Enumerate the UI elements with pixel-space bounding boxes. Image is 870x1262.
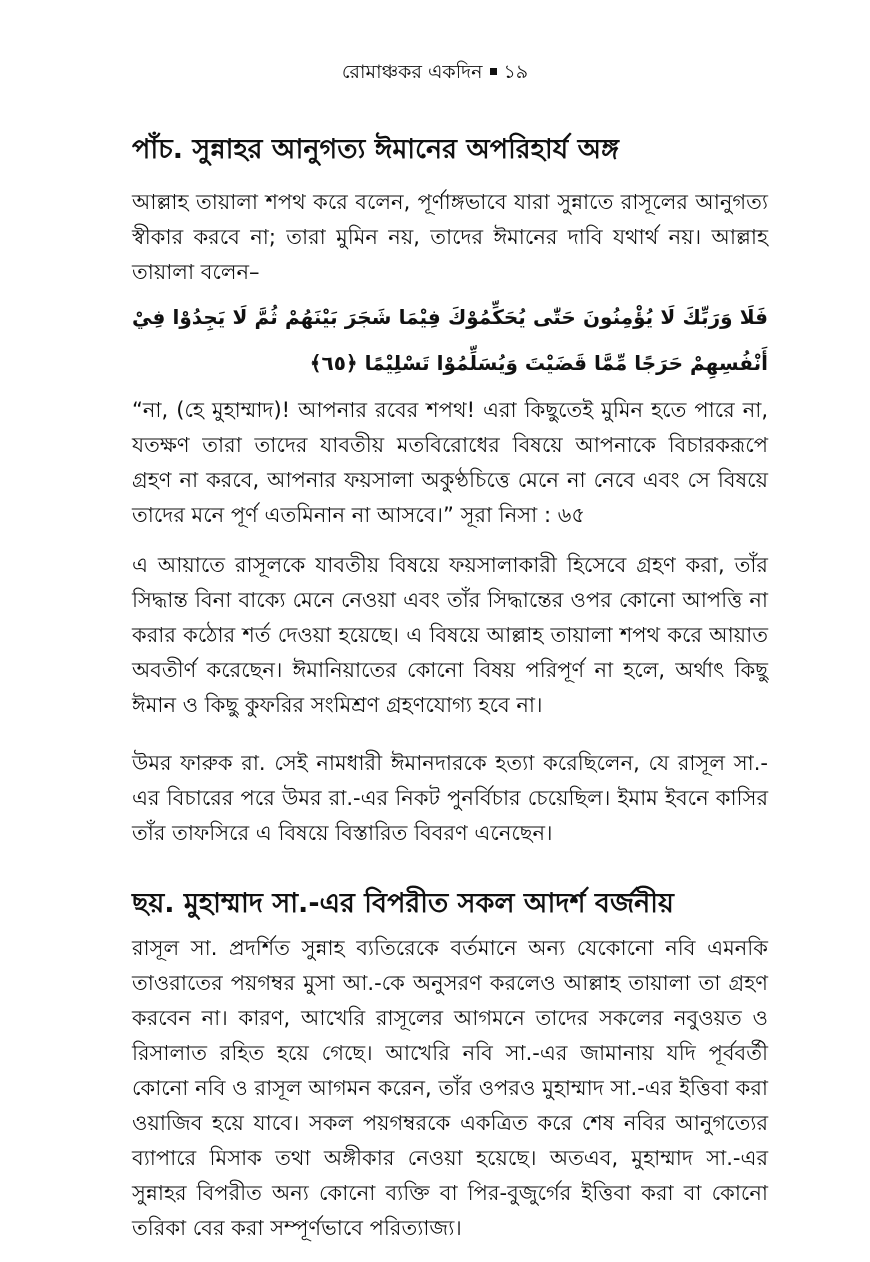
intro-paragraph: আল্লাহ তায়ালা শপথ করে বলেন, পূর্ণাঙ্গভাবে যারা সুন্নাতে রাসূলের আনুগত্য স্বীকার করবে না; তারা মুমিন নয়, তাদের ঈমানের দাবি যথার্থ নয়। আল্লাহ তায়ালা বলেন– <box>132 190 768 284</box>
section-heading-5: পাঁচ. সুন্নাহর আনুগত্য ঈমানের অপরিহার্য অঙ্গ <box>132 134 619 165</box>
verse-translation: “না, (হে মুহাম্মাদ)! আপনার রবের শপথ! এরা কিছুতেই মুমিন হতে পারে না, যতক্ষণ তারা তাদের যাবতীয় মতবিরোধের বিষয়ে আপনাকে বিচারকরূপে গ্রহণ না করবে, আপনার ফয়সালা অকুণ্ঠচিত্তে মেনে না নেবে এবং সে বিষয়ে তাদের মনে পূর্ণ এতমিনান না আসবে।” সূরা নিসা : ৬৫ <box>132 398 768 527</box>
section-heading-6: ছয়. মুহাম্মাদ সা.-এর বিপরীত সকল আদর্শ বর্জনীয় <box>132 888 674 919</box>
umar-paragraph: উমর ফারুক রা. সেই নামধারী ঈমানদারকে হত্যা করেছিলেন, যে রাসূল সা.-এর বিচারের পরে উমর রা.-এর নিকট পুনর্বিচার চেয়েছিল। ইমাম ইবনে কাসির তাঁর তাফসিরে এ বিষয়ে বিস্তারিত বিবরণ এনেছেন। <box>132 751 768 845</box>
separator-square-icon <box>490 68 497 75</box>
section6-paragraph: রাসূল সা. প্রদর্শিত সুন্নাহ ব্যতিরেকে বর্তমানে অন্য যেকোনো নবি এমনকি তাওরাতের পয়গম্বর মুসা আ.-কে অনুসরণ করলেও আল্লাহ তায়ালা তা গ্রহণ করবেন না। কারণ, আখেরি রাসূলের আগমনে তাদের সকলের নবুওয়ত ও রিসালাত রহিত হয়ে গেছে। আখেরি নবি সা.-এর জামানায় যদি পূর্ববর্তী কোনো নবি ও রাসূল আগমন করেন, তাঁর ওপরও মুহাম্মাদ সা.-এর ইত্তিবা করা ওয়াজিব হয়ে যাবে। সকল পয়গম্বরকে একত্রিত করে শেষ নবির আনুগত্যের ব্যাপারে মিসাক তথা অঙ্গীকার নেওয়া হয়েছে। অতএব, মুহাম্মাদ সা.-এর সুন্নাহর বিপরীত অন্য কোনো ব্যক্তি বা পির-বুজুর্গের ইত্তিবা করা বা কোনো তরিকা বের করা সম্পূর্ণভাবে পরিত্যাজ্য। <box>132 936 768 1240</box>
explanation-paragraph: এ আয়াতে রাসূলকে যাবতীয় বিষয়ে ফয়সালাকারী হিসেবে গ্রহণ করা, তাঁর সিদ্ধান্ত বিনা বাক্যে মেনে নেওয়া এবং তাঁর সিদ্ধান্তের ওপর কোনো আপত্তি না করার কঠোর শর্ত দেওয়া হয়েছে। এ বিষয়ে আল্লাহ তায়ালা শপথ করে আয়াত অবতীর্ণ করেছেন। ঈমানিয়াতের কোনো বিষয় পরিপূর্ণ না হলে, অর্থাৎ কিছু ঈমান ও কিছু কুফরির সংমিশ্রণ গ্রহণযোগ্য হবে না। <box>132 553 768 717</box>
running-title: রোমাঞ্চকর একদিন <box>341 61 483 83</box>
arabic-verse: فَلَا وَرَبِّكَ لَا يُؤْمِنُونَ حَتّٰى يُحَكِّمُوْكَ فِيْمَا شَجَرَ بَيْنَهُمْ ثُمَّ لَا يَجِدُوْا فِيْ أَنْفُسِهِمْ حَرَجًا مِّمَّا قَضَيْتَ وَيُسَلِّمُوْا تَسْلِيْمًا ﴿٦٥﴾ <box>132 305 768 375</box>
running-header <box>0 58 870 90</box>
page-number: ১৯ <box>503 61 529 83</box>
